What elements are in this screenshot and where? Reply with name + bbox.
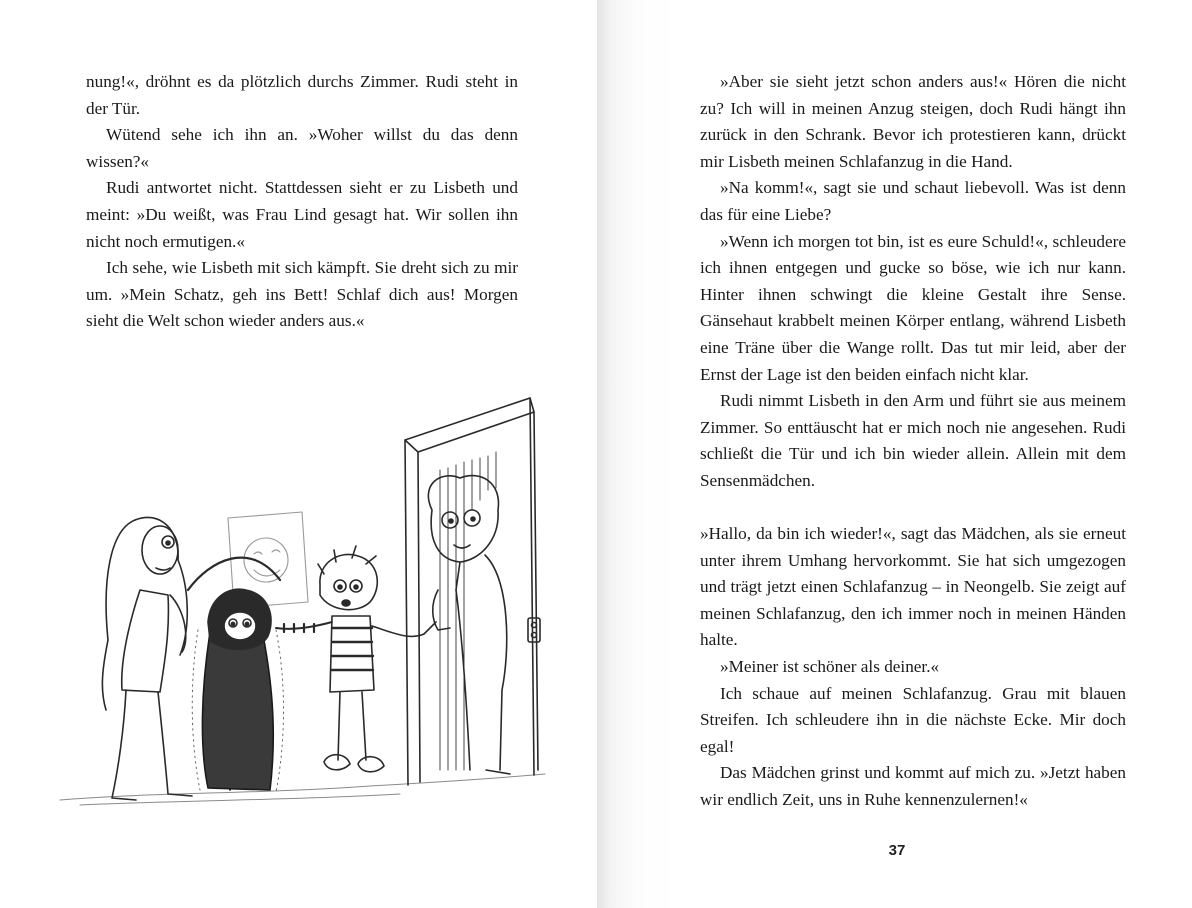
boy-figure <box>276 546 436 772</box>
paragraph: Ich schaue auf meinen Schlafanzug. Grau mit blauen Streifen. Ich schleudere ihn in die nächste Ecke. Mir doch egal! <box>700 683 1126 756</box>
pencil-illustration <box>40 390 560 815</box>
page-number: 37 <box>888 842 906 859</box>
right-page <box>597 0 1192 908</box>
paragraph: »Wenn ich morgen tot bin, ist es eure Schuld!«, schleudere ich ihnen entgegen und gucke so böse, wie ich nur kann. Hinter ihnen schwingt die kleine Gestalt ihre Sense. Gänsehaut krabbelt meinen Körper entlang, während Lisbeth eine Träne über die Wange rollt. Das tut mir leid, aber der Ernst der Lage ist den beiden einfach nicht klar. <box>700 231 1126 384</box>
rudi-figure <box>428 476 510 774</box>
scythe-girl-figure <box>188 558 284 792</box>
paragraph: »Na komm!«, sagt sie und schaut liebevoll. Was ist denn das für eine Liebe? <box>700 178 1126 224</box>
paragraph: Wütend sehe ich ihn an. »Woher willst du das denn wissen?« <box>86 125 518 171</box>
left-page-text <box>86 69 518 335</box>
door-frame <box>405 398 540 785</box>
paragraph: »Meiner ist schöner als deiner.« <box>720 657 940 677</box>
paragraph: Ich sehe, wie Lisbeth mit sich kämpft. Sie dreht sich zu mir um. »Mein Schatz, geh ins Bett! Schlaf dich aus! Morgen sieht die Welt schon wieder anders aus.« <box>86 258 518 331</box>
paragraph: Rudi antwortet nicht. Stattdessen sieht er zu Lisbeth und meint: »Du weißt, was Frau Lind gesagt hat. Wir sollen ihn nicht noch ermutigen.« <box>86 178 518 251</box>
paragraph: »Aber sie sieht jetzt schon anders aus!« Hören die nicht zu? Ich will in meinen Anzug steigen, doch Rudi hängt ihn zurück in den Schrank. Bevor ich protestieren kann, drückt mir Lisbeth meinen Schlafanzug in die Hand. <box>700 72 1126 171</box>
paragraph: Rudi nimmt Lisbeth in den Arm und führt sie aus meinem Zimmer. So enttäuscht hat er mich noch nie angesehen. Rudi schließt die Tür und ich bin wieder allein. Allein mit dem Sensenmädchen. <box>700 391 1126 490</box>
paragraph: Das Mädchen grinst und kommt auf mich zu. »Jetzt haben wir endlich Zeit, uns in Ruhe kennenzulernen!« <box>700 763 1126 810</box>
lisbeth-figure <box>102 517 192 800</box>
paragraph: nung!«, dröhnt es da plötzlich durchs Zimmer. Rudi steht in der Tür. <box>86 72 518 118</box>
paragraph: »Hallo, da bin ich wieder!«, sagt das Mädchen, als sie erneut unter ihrem Umhang hervorkommt. Sie hat sich umgezogen und trägt jetzt einen Schlafanzug – in Neongelb. Sie zeigt auf meinen Schlafanzug, den ich immer noch in meinen Händen halte. <box>700 524 1126 650</box>
right-page-text <box>700 69 1126 814</box>
